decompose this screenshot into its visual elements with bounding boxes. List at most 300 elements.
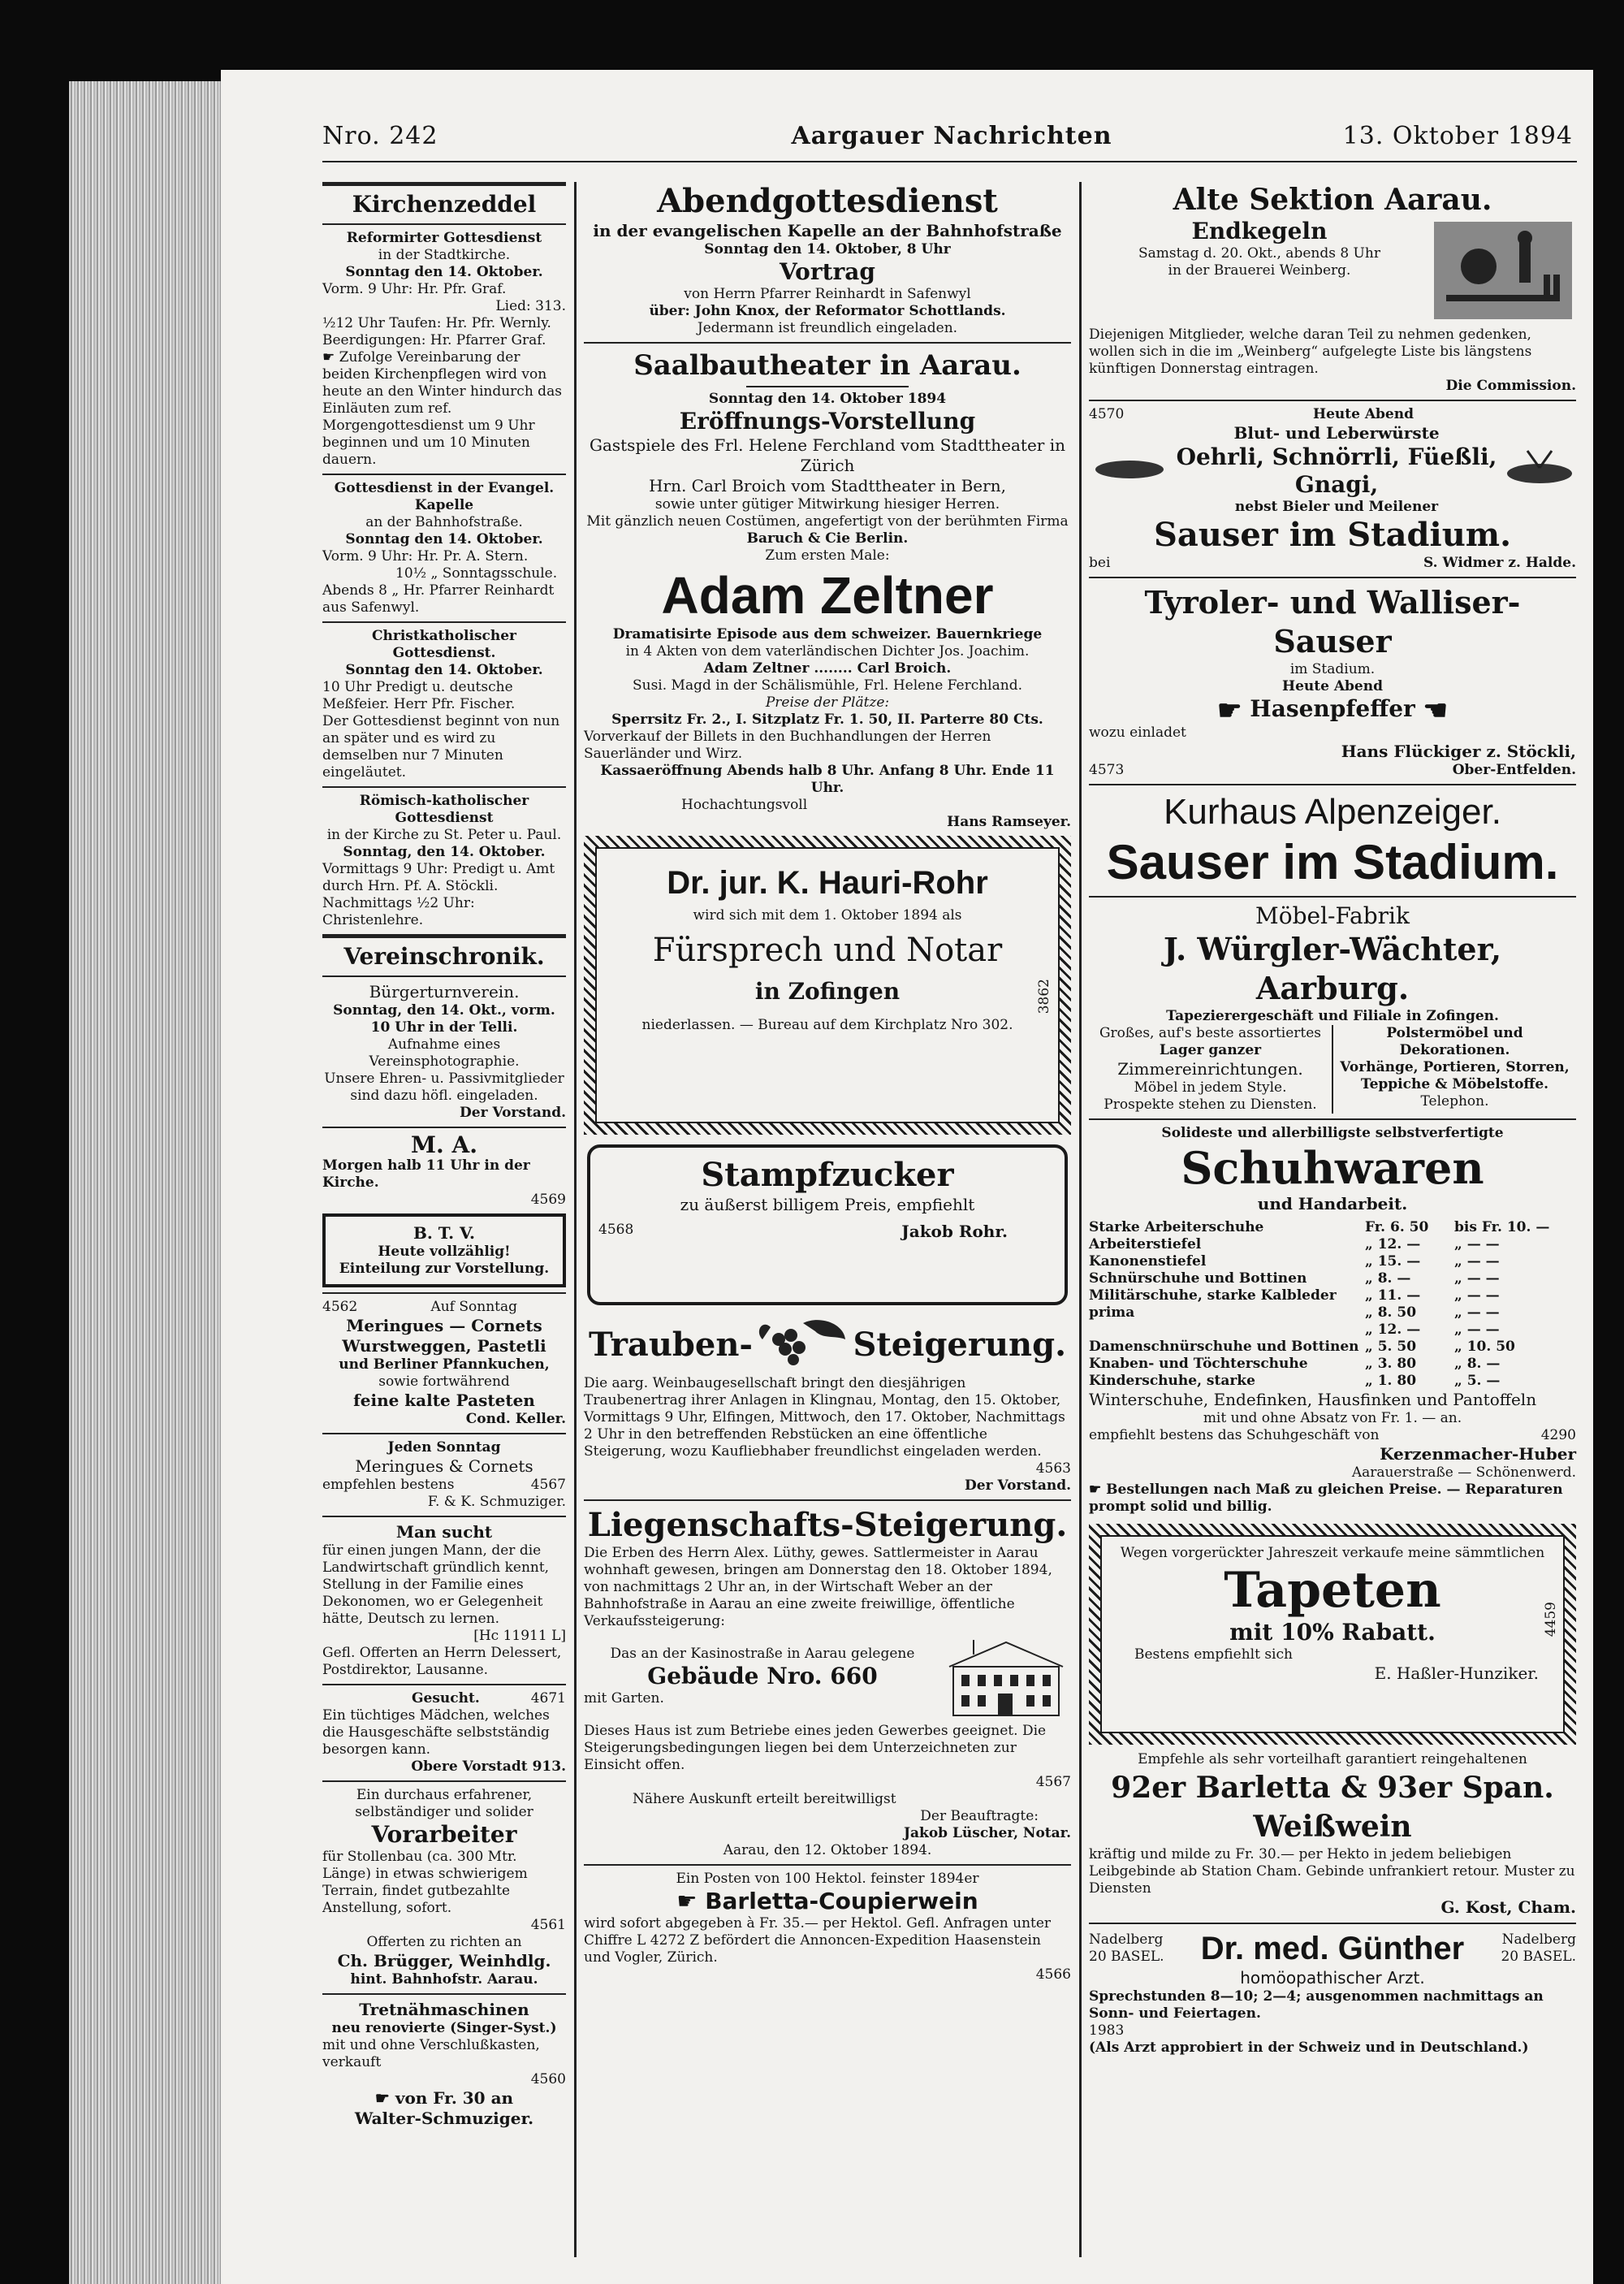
column-3 <box>1089 182 1576 2057</box>
btv-line: Sonntag, den 14. Okt., vorm. 10 Uhr in der Telli. <box>333 1002 555 1036</box>
book-page-edges <box>69 81 223 2284</box>
ev-where: an der Bahnhofstraße. <box>365 514 523 530</box>
column-rule-1 <box>574 182 577 2257</box>
wein-text: kräftig und milde zu Fr. 30.— per Hekto in jedem beliebigen Leibgebinde ab Station Cham. Gebinde unfrankiert retour. Muster zu Diensten <box>1089 1845 1575 1897</box>
blut-line: nebst Bieler und Meilener <box>1234 499 1439 515</box>
divider <box>322 1292 566 1294</box>
wein-sign: G. Kost, Cham. <box>1440 1897 1576 1917</box>
sektion-line: Samstag d. 20. Okt., abends 8 Uhr <box>1138 245 1380 262</box>
pointing-hand-icon: ☛ <box>374 2088 395 2108</box>
btv-box <box>322 1213 566 1287</box>
abend-line: über: John Knox, der Reformator Schottlands. <box>649 303 1006 319</box>
moebel-line: Prospekte stehen zu Diensten. <box>1104 1096 1317 1113</box>
schuh-price-row <box>1089 1270 1576 1287</box>
divider <box>322 1516 566 1517</box>
schuh-note-text: Bestellungen nach Maß zu gleichen Preise. — Reparaturen prompt solid und billig. <box>1089 1481 1563 1515</box>
ev-line: 10½ „ Sonntagsschule. <box>395 565 558 582</box>
tyroler-sign-block <box>1341 742 1576 779</box>
divider <box>322 474 566 475</box>
saal-line: Vorverkauf der Billets in den Buchhandlungen der Herren Sauerländer und Wirz. <box>584 729 991 762</box>
mer2-line: Jeden Sonntag <box>387 1439 501 1456</box>
liegen-sign: Der Beauftragte: <box>920 1808 1039 1824</box>
liegen-line: mit Garten. <box>584 1690 664 1707</box>
schuh-price-from: „ 8. 50 <box>1365 1304 1417 1321</box>
schuh-line: und Handarbeit. <box>1257 1193 1408 1213</box>
mer1-line: und Berliner Pfannkuchen, <box>339 1356 550 1373</box>
barletta-title-row <box>584 1888 1071 1915</box>
saal-line: Susi. Magd in der Schälismühle, Frl. Helene Ferchland. <box>632 677 1022 694</box>
divider <box>746 386 909 387</box>
rk-sunday: Sonntag, den 14. Oktober. <box>343 844 546 860</box>
sektion-title: Alte Sektion Aarau. <box>1173 183 1492 217</box>
schuh-price-to: bis Fr. 10. — <box>1454 1218 1550 1235</box>
pointing-hand-icon: ☛ <box>322 349 339 366</box>
trauben-title-row <box>584 1315 1071 1375</box>
mer2-title: Meringues & Cornets <box>355 1456 533 1476</box>
stampf-box <box>587 1144 1068 1305</box>
moebel-line: Möbel in jedem Style. <box>1134 1079 1287 1096</box>
moebel-title: Möbel-Fabrik <box>1255 902 1410 929</box>
hauri-line: wird sich mit dem 1. Oktober 1894 als <box>693 907 962 924</box>
blut-top <box>1089 406 1576 423</box>
btv-sign: Der Vorstand. <box>460 1105 566 1121</box>
moebel-line: Teppiche & Möbelstoffe. <box>1360 1075 1549 1092</box>
ad-number: 3862 <box>1036 979 1052 1014</box>
moebel-line: Vorhänge, Portieren, Storren, <box>1340 1058 1570 1075</box>
mer1-line: Auf Sonntag <box>430 1299 517 1315</box>
vorarb-text: für Stollenbau (ca. 300 Mtr. Länge) in etwas schwierigem Terrain, findet gutbezahlte Anstellung, sofort. <box>322 1849 528 1916</box>
ad-number: 4573 <box>1089 761 1125 778</box>
mer1-title: Meringues — Cornets <box>346 1316 542 1335</box>
trauben-text: Die aarg. Weinbaugesellschaft bringt den diesjährigen Traubenertrag ihrer Anlagen in Klingnau, Montag, den 15. Oktober, Vormittags 9 Uhr, Elfingen, Mittwoch, den 17. Oktober, Nachmittags 2 Uhr in den betreffenden Rebstücken an eine öffentliche Steigerung, wozu Kaufliebhaber freundlichst eingeladen werden. <box>584 1375 1065 1460</box>
stampf-line: zu äußerst billigem Preis, empfiehlt <box>680 1195 975 1214</box>
mer2-row <box>322 1477 566 1494</box>
sektion-subtitle: Endkegeln <box>1191 218 1328 244</box>
trauben-title: Trauben- <box>589 1326 754 1364</box>
guenther-address: Nadelberg 20 BASEL. <box>1501 1931 1576 1965</box>
mer2-sign: F. & K. Schmuziger. <box>427 1494 566 1510</box>
abend-line: in der evangelischen Kapelle an der Bahnhofstraße <box>593 221 1062 240</box>
trauben-sign: Der Vorstand. <box>965 1477 1071 1494</box>
rk-where: in der Kirche zu St. Peter u. Paul. <box>326 827 562 843</box>
saal-line: Adam Zeltner ........ Carl Broich. <box>703 660 952 677</box>
schuh-price-to: „ — — <box>1454 1321 1500 1338</box>
tapeten-line: mit 10% Rabatt. <box>1229 1618 1436 1646</box>
saal-sign: Hans Ramseyer. <box>947 814 1071 830</box>
schuh-sign: Kerzenmacher-Huber <box>1380 1443 1576 1464</box>
schuh-line: mit und ohne Absatz von Fr. 1. — an. <box>1203 1409 1462 1426</box>
schuh-item: Knaben- und Töchterschuhe <box>1089 1355 1308 1372</box>
ad-number: 4561 <box>530 1917 566 1933</box>
tapeten-box <box>1100 1535 1565 1733</box>
gesucht1-code: [Hc 11911 L] <box>473 1628 566 1644</box>
newspaper-title: Aargauer Nachrichten <box>791 122 1112 150</box>
pointing-hand-right-icon: ☛ <box>1217 694 1242 727</box>
issue-number: Nro. 242 <box>322 122 438 150</box>
btv-box-line: Heute vollzählig! <box>378 1244 511 1260</box>
divider <box>322 786 566 788</box>
ref-where: in der Stadtkirche. <box>378 247 511 263</box>
schuh-price-from: „ 11. — <box>1365 1287 1421 1304</box>
btv-line: Aufnahme eines Vereinsphotographie. <box>369 1036 520 1070</box>
ref-heading: Reformirter Gottesdienst <box>346 230 542 246</box>
tyroler-line: im Stadium. <box>1289 661 1376 677</box>
abend-line: Vortrag <box>780 258 875 285</box>
barletta-title: Barletta-Coupierwein <box>705 1888 978 1914</box>
saal-line: Sonntag den 14. Oktober 1894 <box>708 391 947 407</box>
moebel-columns <box>1089 1025 1576 1114</box>
tyroler-title: Tyroler- und Walliser-Sauser <box>1144 584 1521 660</box>
btv-box-line: Einteilung zur Vorstellung. <box>339 1261 550 1277</box>
schuh-line: empfiehlt bestens das Schuhgeschäft von <box>1089 1426 1380 1443</box>
schuh-item: Militärschuhe, starke Kalbleder <box>1089 1287 1337 1304</box>
blut-body <box>1089 423 1576 516</box>
ma-heading: M. A. <box>411 1131 477 1158</box>
stampf-sign: Jakob Rohr. <box>901 1222 1008 1241</box>
btv-heading: Bürgerturnverein. <box>369 982 520 1001</box>
ref-line: Vorm. 9 Uhr: Hr. Pfr. Graf. <box>322 281 507 297</box>
ma-line: Morgen halb 11 Uhr in der Kirche. <box>322 1157 530 1191</box>
schuh-price-from: „ 8. — <box>1365 1270 1411 1287</box>
saal-line: Hochachtungsvoll <box>681 797 808 813</box>
abend-line: Sonntag den 14. Oktober, 8 Uhr <box>704 241 951 257</box>
ad-number: 4568 <box>598 1222 634 1238</box>
blut-sign: S. Widmer z. Halde. <box>1423 555 1576 571</box>
ad-number: 4459 <box>1543 1601 1559 1637</box>
ref-line: Beerdigungen: Hr. Pfarrer Graf. <box>322 332 546 348</box>
liegen-text: Dieses Haus ist zum Betriebe eines jeden Gewerbes geeignet. Die Steigerungsbedingungen liegen bei dem Unterzeichneten zur Einsicht offen. <box>584 1723 1047 1773</box>
schuh-price-from: Fr. 6. 50 <box>1365 1218 1429 1235</box>
schuh-item: Arbeiterstiefel <box>1089 1235 1202 1252</box>
tapeten-line: Wegen vorgerückter Jahreszeit verkaufe meine sämmtlichen <box>1120 1544 1545 1561</box>
tyroler-bottom <box>1089 742 1576 779</box>
hauri-frame <box>584 836 1071 1135</box>
divider <box>322 182 566 186</box>
vereinschronik-title: Vereinschronik. <box>343 943 545 970</box>
moebel-line: Polstermöbel und Dekorationen. <box>1386 1024 1523 1058</box>
liegen-left <box>584 1646 941 1707</box>
liegen-building-number: Gebäude Nro. 660 <box>647 1663 878 1689</box>
liegen-title: Liegenschafts-Steigerung. <box>587 1506 1068 1544</box>
divider <box>322 1684 566 1685</box>
schuh-title: Schuhwaren <box>1181 1141 1484 1194</box>
schuh-row <box>1089 1427 1576 1444</box>
ad-number: 4563 <box>1035 1460 1071 1477</box>
ad-number: 4562 <box>322 1299 358 1315</box>
tyroler-line: wozu einladet <box>1089 724 1186 741</box>
ck-line: 10 Uhr Predigt u. deutsche Meßfeier. Herr Pfr. Fischer. <box>322 679 516 712</box>
sektion-sign: Die Commission. <box>1445 378 1576 394</box>
tapeten-title: Tapeten <box>1224 1561 1441 1619</box>
saal-play-title: Adam Zeltner <box>661 566 994 625</box>
ad-number: 4290 <box>1540 1426 1576 1443</box>
divider <box>1089 1923 1576 1924</box>
liegen-line: Das an der Kasinostraße in Aarau gelegene <box>610 1646 915 1662</box>
blut-sauser: Sauser im Stadium. <box>1153 516 1512 554</box>
saal-line: Sperrsitz Fr. 2., I. Sitzplatz Fr. 1. 50, II. Parterre 80 Cts. <box>611 712 1043 728</box>
sausage-icon <box>1089 452 1170 487</box>
hauri-line: niederlassen. — Bureau auf dem Kirchplatz Nro 302. <box>641 1017 1013 1033</box>
sektion-line: in der Brauerei Weinberg. <box>1168 262 1351 279</box>
saal-line: Baruch & Cie Berlin. <box>746 530 909 547</box>
liegen-date: Aarau, den 12. Oktober 1894. <box>723 1842 932 1858</box>
divider <box>1089 896 1576 898</box>
schuh-item: Starke Arbeiterschuhe <box>1089 1218 1264 1235</box>
schuh-price-row <box>1089 1339 1576 1356</box>
ev-line: Vorm. 9 Uhr: Hr. Pr. A. Stern. <box>322 548 529 565</box>
tapeten-line: Bestens empfiehlt sich <box>1134 1646 1293 1663</box>
ev-heading: Gottesdienst in der Evangel. Kapelle <box>334 480 555 513</box>
divider <box>322 1127 566 1128</box>
schuh-price-to: „ — — <box>1454 1287 1500 1304</box>
guenther-address: Nadelberg 20 BASEL. <box>1089 1931 1164 1965</box>
gesucht2-sign: Obere Vorstadt 913. <box>411 1758 566 1775</box>
divider <box>1089 784 1576 785</box>
blut-line: Blut- und Leberwürste <box>1233 423 1440 443</box>
guenther-line: homöopathischer Arzt. <box>1240 1967 1425 1988</box>
ck-heading: Christkatholischer Gottesdienst. <box>371 628 517 661</box>
vorarb-line: Ein durchaus erfahrener, selbständiger und solider <box>355 1787 533 1820</box>
blut-bei: bei <box>1089 555 1111 571</box>
blut-lines <box>1170 423 1503 516</box>
tret-price-text: von Fr. 30 an <box>395 2088 514 2108</box>
kurhaus-sauser: Sauser im Stadium. <box>1106 834 1559 889</box>
schuh-price-to: „ 8. — <box>1454 1355 1501 1372</box>
ad-number: 4671 <box>530 1690 566 1707</box>
column-rule-2 <box>1079 182 1082 2257</box>
stampf-row <box>598 1222 1056 1242</box>
tret-sign: Walter-Schmuziger. <box>354 2109 534 2128</box>
mer1-line: sowie fortwährend <box>378 1373 510 1390</box>
schuh-line: Winterschuhe, Endefinken, Hausfinken und Pantoffeln <box>1089 1389 1537 1409</box>
schuh-note <box>1089 1482 1576 1516</box>
vorarb-line: Offerten zu richten an <box>366 1934 522 1950</box>
schuh-price-row <box>1089 1287 1576 1304</box>
schuh-price-to: „ — — <box>1454 1270 1500 1287</box>
gesucht1-text: Gefl. Offerten an Herrn Delessert, Postdirektor, Lausanne. <box>322 1645 562 1678</box>
liegen-line: Nähere Auskunft erteilt bereitwilligst <box>633 1791 896 1807</box>
schuh-price-row <box>1089 1356 1576 1373</box>
issue-date: 13. Oktober 1894 <box>1342 122 1573 150</box>
grapes-icon <box>754 1315 852 1375</box>
abend-line: Jedermann ist freundlich eingeladen. <box>697 320 958 336</box>
tret-title: Tretnähmaschinen <box>359 2000 529 2019</box>
mer2-line: empfehlen bestens <box>322 1477 455 1493</box>
saal-line: Zum ersten Male: <box>765 547 890 564</box>
schuh-price-row <box>1089 1322 1576 1339</box>
building-icon <box>941 1630 1071 1723</box>
schuh-price-row <box>1089 1373 1576 1390</box>
dish-icon <box>1503 448 1576 491</box>
pointing-hand-icon: ☛ <box>676 1888 706 1914</box>
schuh-item: Kinderschuhe, starke <box>1089 1372 1255 1389</box>
divider <box>584 1499 1071 1501</box>
schuh-price-to: „ 5. — <box>1454 1372 1501 1389</box>
mer1-sign: Cond. Keller. <box>465 1411 566 1427</box>
ref-note-text: Zufolge Vereinbarung der beiden Kirchenpflegen wird von heute an den Winter hindurch das Einläuten zum ref. Morgengottesdienst um 9 Uhr beginnen und um 10 Minuten dauern. <box>322 349 562 468</box>
schuh-item: Schnürschuhe und Bottinen <box>1089 1270 1307 1287</box>
mer1-line: Wurstweggen, Pastetli <box>342 1336 546 1356</box>
ref-note <box>322 349 566 469</box>
hauri-name: Dr. jur. K. Hauri-Rohr <box>667 865 988 901</box>
liegen-sign: Jakob Lüscher, Notar. <box>903 1825 1071 1841</box>
gesucht2-text: Ein tüchtiges Mädchen, welches die Hausgeschäfte selbstständig besorgen kann. <box>322 1707 550 1758</box>
ev-sunday: Sonntag den 14. Oktober. <box>345 531 543 547</box>
btv-box-title: B. T. V. <box>412 1223 476 1243</box>
kurhaus-title: Kurhaus Alpenzeiger. <box>1164 791 1501 832</box>
divider <box>322 223 566 225</box>
divider <box>322 975 566 977</box>
guenther-line: Sprechstunden 8—10; 2—4; ausgenommen nachmittags an Sonn- und Feiertagen. <box>1089 1988 1544 2022</box>
schuh-line: Solideste und allerbilligste selbstverfertigte <box>1161 1124 1504 1141</box>
moebel-line: Tapezierergeschäft und Filiale in Zofingen. <box>1166 1007 1499 1024</box>
tret-line: mit und ohne Verschlußkasten, verkauft <box>322 2037 540 2070</box>
moebel-name: J. Würgler-Wächter, Aarburg. <box>1163 930 1502 1006</box>
schuh-price-from: „ 5. 50 <box>1365 1338 1417 1355</box>
schuh-price-from: „ 12. — <box>1365 1235 1421 1252</box>
hauri-place: in Zofingen <box>754 978 901 1005</box>
divider <box>322 1993 566 1995</box>
hauri-box <box>595 847 1060 1123</box>
saal-line: Gastspiele des Frl. Helene Ferchland vom Stadttheater in Zürich <box>589 435 1065 475</box>
saal-line: Kassaeröffnung Abends halb 8 Uhr. Anfang 8 Uhr. Ende 11 Uhr. <box>600 763 1055 796</box>
gesucht1-text: für einen jungen Mann, der die Landwirtschaft gründlich kennt, Stellung in der Familie eines Dekonomen, wo er Gelegenheit hätte, Deutsch zu lernen. <box>322 1542 550 1627</box>
guenther-name: Dr. med. Günther <box>1200 1930 1465 1966</box>
saal-title: Saalbautheater in Aarau. <box>633 349 1021 382</box>
ref-line: ½12 Uhr Taufen: Hr. Pfr. Wernly. <box>322 315 551 331</box>
mer1-top <box>322 1299 566 1316</box>
schuh-price-table <box>1089 1219 1576 1390</box>
saal-line: Dramatisirte Episode aus dem schweizer. Bauernkriege <box>612 626 1043 642</box>
ev-line: Abends 8 „ Hr. Pfarrer Reinhardt aus Safenwyl. <box>322 582 555 616</box>
saal-subtitle: Eröffnungs-Vorstellung <box>679 408 976 435</box>
gesucht1-title: Man sucht <box>395 1522 493 1542</box>
gesucht2-top <box>322 1690 566 1707</box>
tapeten-frame <box>1089 1524 1576 1745</box>
abend-line: von Herrn Pfarrer Reinhardt in Safenwyl <box>684 286 971 302</box>
guenther-row <box>1089 1929 1576 1968</box>
wein-line: Empfehle als sehr vorteilhaft garantiert reingehaltenen <box>1138 1750 1527 1767</box>
kirchenzeddel-title: Kirchenzeddel <box>352 191 537 218</box>
divider <box>322 1433 566 1434</box>
saal-line: sowie unter gütiger Mitwirkung hiesiger Herren. <box>654 496 1000 513</box>
divider <box>322 934 566 938</box>
sektion-text: Diejenigen Mitglieder, welche daran Teil zu nehmen gedenken, wollen sich in die im „Weinberg“ aufgelegte Liste bis längstens künftigen Donnerstag eintragen. <box>1089 327 1532 377</box>
guenther-line: (Als Arzt approbiert in der Schweiz und in Deutschland.) <box>1089 2039 1529 2056</box>
schuh-price-to: „ — — <box>1454 1252 1500 1270</box>
moebel-right <box>1333 1025 1576 1114</box>
sektion-body <box>1089 218 1576 327</box>
rk-line: Vormittags 9 Uhr: Predigt u. Amt durch Hrn. Pf. A. Stöckli. <box>322 861 555 894</box>
schuh-price-to: „ 10. 50 <box>1454 1338 1515 1355</box>
moebel-line: Großes, auf's beste assortiertes <box>1099 1024 1322 1041</box>
schuh-item <box>1089 1322 1365 1339</box>
schuh-sign: Aarauerstraße — Schönenwerd. <box>1351 1464 1576 1481</box>
ad-number: 4567 <box>1035 1774 1071 1790</box>
pointing-hand-icon: ☛ <box>1089 1481 1107 1498</box>
bowling-illustration-icon <box>1430 218 1576 327</box>
gesucht2-title: Gesucht. <box>412 1690 480 1707</box>
header-rule <box>322 161 1577 162</box>
schuh-price-row <box>1089 1219 1576 1236</box>
liegen-building-row <box>584 1630 1071 1723</box>
hauri-title: Fürsprech und Notar <box>652 932 1003 969</box>
schuh-price-row <box>1089 1236 1576 1253</box>
moebel-left <box>1089 1025 1333 1114</box>
schuh-price-row <box>1089 1304 1576 1322</box>
ref-sunday: Sonntag den 14. Oktober. <box>345 264 543 280</box>
divider <box>584 1864 1071 1866</box>
divider <box>584 342 1071 344</box>
ad-number: 4560 <box>530 2071 566 2087</box>
mer1-line: feine kalte Pasteten <box>353 1391 535 1410</box>
rk-line: Nachmittags ½2 Uhr: Christenlehre. <box>322 895 475 928</box>
vorarb-title: Vorarbeiter <box>371 1821 517 1848</box>
schuh-price-row <box>1089 1253 1576 1270</box>
moebel-line: Telephon. <box>1420 1092 1489 1110</box>
saal-line: in 4 Akten von dem vaterländischen Dichter Jos. Joachim. <box>625 643 1030 660</box>
saal-line: Hrn. Carl Broich vom Stadttheater in Bern, <box>649 476 1006 495</box>
rk-heading: Römisch-katholischer Gottesdienst <box>359 793 529 826</box>
schuh-price-from: „ 15. — <box>1365 1252 1421 1270</box>
ref-line: Lied: 313. <box>495 298 566 314</box>
blut-line: Oehrli, Schnörrli, Füeßli, Gnagi, <box>1176 443 1497 498</box>
wein-title: 92er Barletta & 93er Span. Weißwein <box>1111 1770 1554 1844</box>
schuh-price-from: „ 12. — <box>1365 1321 1421 1338</box>
pointing-hand-left-icon: ☚ <box>1423 694 1448 727</box>
column-1 <box>322 182 566 2129</box>
barletta-text: wird sofort abgegeben à Fr. 35.— per Hektol. Gefl. Anfragen unter Chiffre L 4272 Z befördert die Annoncen-Expedition Haasenstein und Vogler, Zürich. <box>584 1915 1052 1966</box>
column-2 <box>584 182 1071 1983</box>
schuh-price-from: „ 1. 80 <box>1365 1372 1417 1389</box>
tyroler-sign: Hans Flückiger z. Stöckli, <box>1341 741 1576 761</box>
ck-sunday: Sonntag den 14. Oktober. <box>345 662 543 678</box>
ad-number: 4566 <box>1035 1966 1071 1983</box>
vorarb-sign: Ch. Brügger, Weinhdlg. <box>337 1951 551 1970</box>
schuh-price-from: „ 3. 80 <box>1365 1355 1417 1372</box>
ck-line: Der Gottesdienst beginnt von nun an später und es wird zu demselben nur 7 Minuten eingeläutet. <box>322 713 560 781</box>
schuh-item: Damenschnürschuhe und Bottinen <box>1089 1338 1359 1355</box>
stampf-title: Stampfzucker <box>701 1156 954 1194</box>
tyroler-hasen: Hasenpfeffer <box>1250 695 1415 722</box>
tyroler-hasen-row <box>1089 695 1576 725</box>
trauben-title: Steigerung. <box>853 1326 1066 1364</box>
moebel-line: Lager ganzer <box>1159 1041 1262 1058</box>
moebel-line: Zimmereinrichtungen. <box>1117 1058 1303 1079</box>
btv-line: Unsere Ehren- u. Passivmitglieder sind dazu höfl. eingeladen. <box>324 1071 564 1104</box>
schuh-item: Kanonenstiefel <box>1089 1252 1207 1270</box>
barletta-line: Ein Posten von 100 Hektol. feinster 1894er <box>676 1871 979 1887</box>
tret-price <box>322 2088 566 2109</box>
blut-line: Heute Abend <box>1313 406 1414 422</box>
schuh-price-to: „ — — <box>1454 1235 1500 1252</box>
divider <box>1089 1118 1576 1120</box>
divider <box>1089 577 1576 578</box>
tret-line: neu renovierte (Singer-Syst.) <box>331 2020 557 2036</box>
blut-bottom <box>1089 555 1576 572</box>
newspaper-page <box>221 70 1593 2284</box>
tyroler-sign: Ober-Entfelden. <box>1452 761 1576 778</box>
ad-number: 4569 <box>530 1192 566 1208</box>
divider <box>322 621 566 623</box>
saal-line: Mit gänzlich neuen Costümen, angefertigt von der berühmten Firma <box>586 513 1069 530</box>
vorarb-sign: hint. Bahnhofstr. Aarau. <box>350 1971 538 1988</box>
divider <box>322 1780 566 1782</box>
liegen-text: Die Erben des Herrn Alex. Lüthy, gewes. Sattlermeister in Aarau wohnhaft gewesen, bringen am Donnerstag den 18. Oktober 1894, von nachmittags 2 Uhr an, in der Wirtschaft Weber an der Bahnhofstraße in Aarau an eine zweite freiwillige, öffentliche Verkaufssteigerung: <box>584 1545 1052 1629</box>
divider <box>1089 400 1576 401</box>
sektion-text-block <box>1089 218 1430 327</box>
ad-number: 4570 <box>1089 406 1125 422</box>
